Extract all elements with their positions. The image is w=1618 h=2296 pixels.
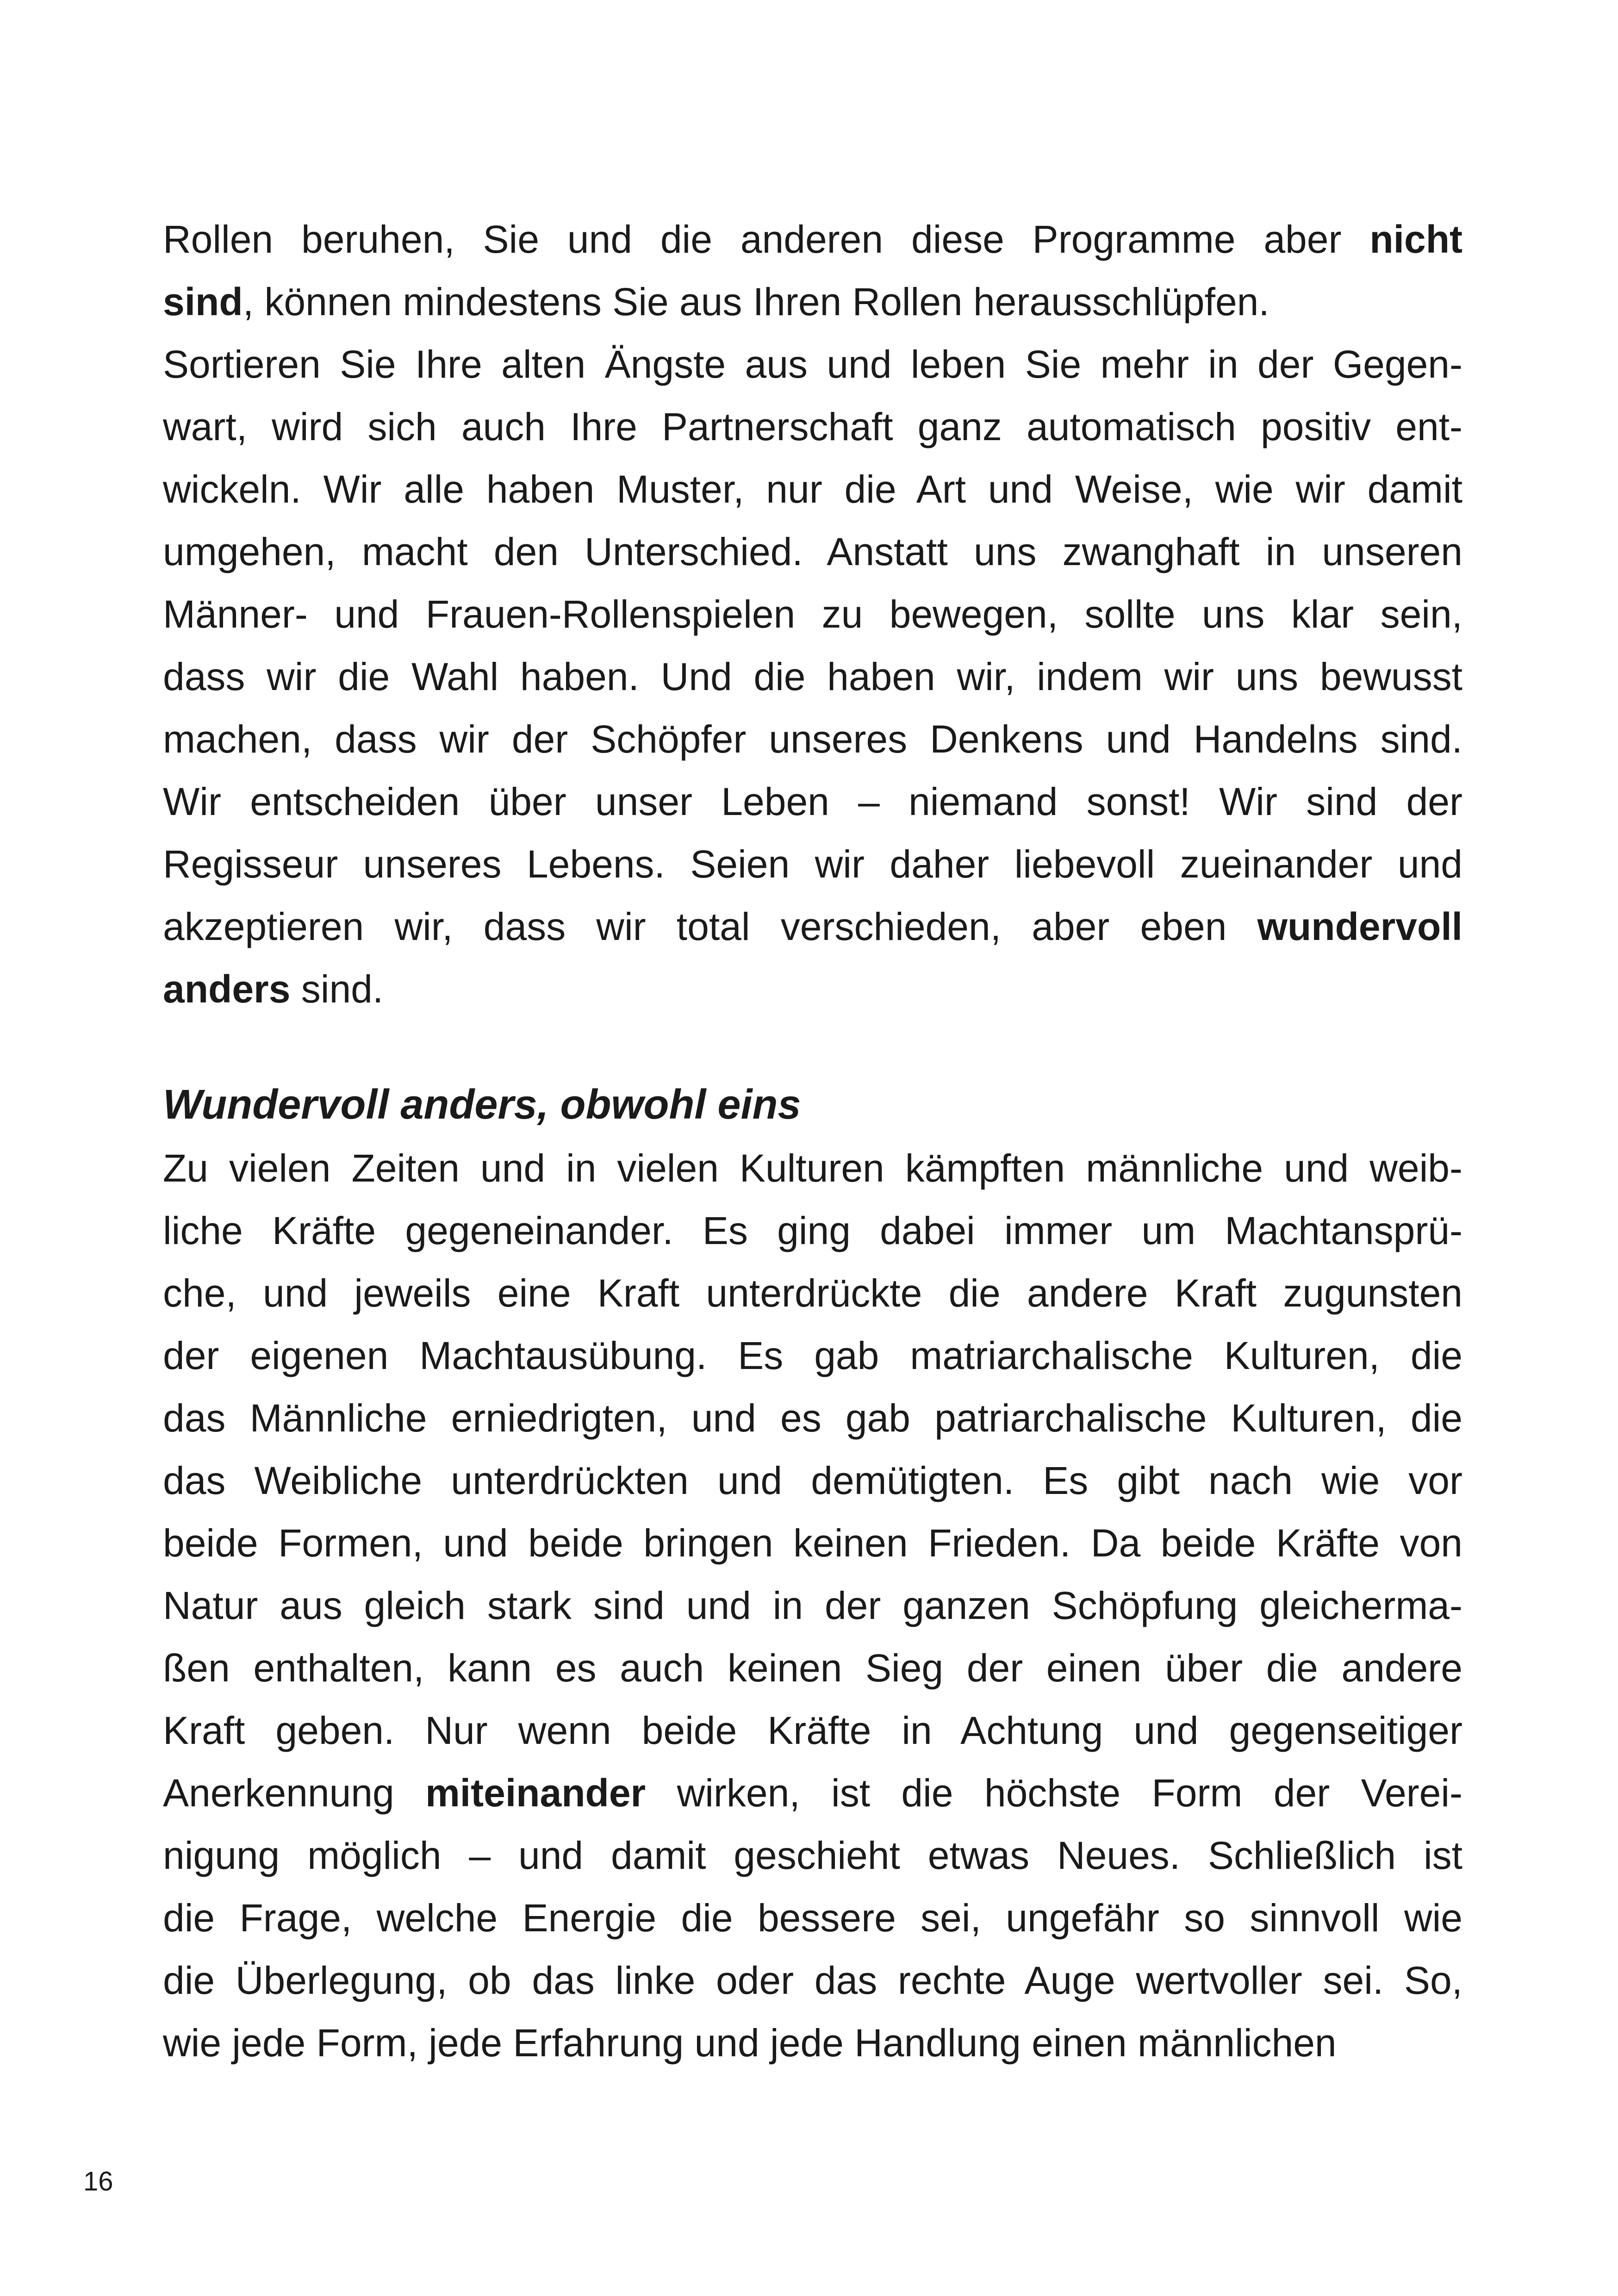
text-segment: sind. <box>290 967 384 1011</box>
text-segment: beide Formen, und beide bringen keinen Frieden. Da beide Kräfte von <box>163 1521 1462 1565</box>
text-segment: wart, wird sich auch Ihre Partnerschaft ganz automatisch positiv ent- <box>163 405 1462 448</box>
text-segment: das Weibliche unterdrückten und demütigten. Es gibt nach wie vor <box>163 1459 1462 1502</box>
text-segment: die Frage, welche Energie die bessere sei, ungefähr so sinnvoll wie <box>163 1896 1462 1940</box>
text-line <box>163 1574 1462 1637</box>
section-heading: Wundervoll anders, obwohl eins <box>163 1082 801 1128</box>
page-number: 16 <box>83 2166 113 2196</box>
text-segment: Zu vielen Zeiten und in vielen Kulturen kämpften männliche und weib- <box>163 1146 1462 1190</box>
text-segment: wie jede Form, jede Erfahrung und jede Handlung einen männlichen <box>163 2021 1337 2065</box>
text-line <box>163 458 1462 521</box>
text-segment: wirken, ist die höchste Form der Verei- <box>646 1771 1462 1815</box>
bold-text: miteinander <box>425 1771 646 1815</box>
text-line <box>163 958 1462 1020</box>
text-line <box>163 1762 1462 1824</box>
text-line <box>163 583 1462 646</box>
text-segment: dass wir die Wahl haben. Und die haben wir, indem wir uns bewusst <box>163 655 1462 698</box>
text-line <box>163 1325 1462 1387</box>
text-line <box>163 1949 1462 2012</box>
text-segment: umgehen, macht den Unterschied. Anstatt uns zwanghaft in unseren <box>163 530 1462 573</box>
text-segment: der eigenen Machtausübung. Es gab matriarchalische Kulturen, die <box>163 1334 1462 1377</box>
text-segment: che, und jeweils eine Kraft unterdrückte die andere Kraft zugunsten <box>163 1271 1462 1315</box>
text-segment: ßen enthalten, kann es auch keinen Sieg der einen über die andere <box>163 1646 1462 1690</box>
text-line <box>163 396 1462 458</box>
text-segment: Wir entscheiden über unser Leben – niemand sonst! Wir sind der <box>163 780 1462 823</box>
text-segment: Kraft geben. Nur wenn beide Kräfte in Achtung und gegenseitiger <box>163 1709 1462 1752</box>
text-segment: , können mindestens Sie aus Ihren Rollen herausschlüpfen. <box>243 280 1270 324</box>
text-line <box>163 1512 1462 1574</box>
text-segment: Natur aus gleich stark sind und in der ganzen Schöpfung gleicherma- <box>163 1584 1462 1627</box>
text-segment: Regisseur unseres Lebens. Seien wir daher liebevoll zueinander und <box>163 842 1462 886</box>
text-line <box>163 2012 1462 2074</box>
text-segment: nigung möglich – und damit geschieht etwas Neues. Schließlich ist <box>163 1834 1462 1877</box>
text-line <box>163 1887 1462 1949</box>
text-line <box>163 208 1462 271</box>
text-line <box>163 771 1462 833</box>
paragraph-1 <box>163 208 1462 1020</box>
text-line <box>163 896 1462 958</box>
text-segment: Männer- und Frauen-Rollenspielen zu bewegen, sollte uns klar sein, <box>163 592 1462 636</box>
bold-text: sind <box>163 280 243 324</box>
text-line <box>163 1262 1462 1325</box>
text-line <box>163 1450 1462 1512</box>
text-line <box>163 646 1462 708</box>
text-line <box>163 1137 1462 1200</box>
text-segment: liche Kräfte gegeneinander. Es ging dabei immer um Machtansprü- <box>163 1209 1462 1252</box>
text-line <box>163 1824 1462 1887</box>
text-segment: machen, dass wir der Schöpfer unseres Denkens und Handelns sind. <box>163 717 1462 761</box>
bold-text: anders <box>163 967 291 1011</box>
text-line <box>163 333 1462 396</box>
text-segment: Anerkennung <box>163 1771 426 1815</box>
text-line <box>163 1200 1462 1262</box>
text-line <box>163 1387 1462 1450</box>
text-segment: Rollen beruhen, Sie und die anderen diese Programme aber <box>163 218 1370 261</box>
text-segment: Sortieren Sie Ihre alten Ängste aus und leben Sie mehr in der Gegen- <box>163 342 1462 386</box>
text-segment: das Männliche erniedrigten, und es gab patriarchalische Kulturen, die <box>163 1396 1462 1440</box>
paragraph-2 <box>163 1137 1462 2074</box>
text-line <box>163 271 1462 333</box>
text-line <box>163 833 1462 896</box>
bold-text: wundervoll <box>1257 905 1462 948</box>
text-line <box>163 1699 1462 1762</box>
bold-text: nicht <box>1369 218 1462 261</box>
text-segment: wickeln. Wir alle haben Muster, nur die Art und Weise, wie wir damit <box>163 467 1462 511</box>
text-segment: akzeptieren wir, dass wir total verschieden, aber eben <box>163 905 1257 948</box>
text-line <box>163 521 1462 583</box>
text-segment: die Überlegung, ob das linke oder das rechte Auge wertvoller sei. So, <box>163 1959 1462 2002</box>
text-line <box>163 1637 1462 1699</box>
text-line <box>163 708 1462 771</box>
